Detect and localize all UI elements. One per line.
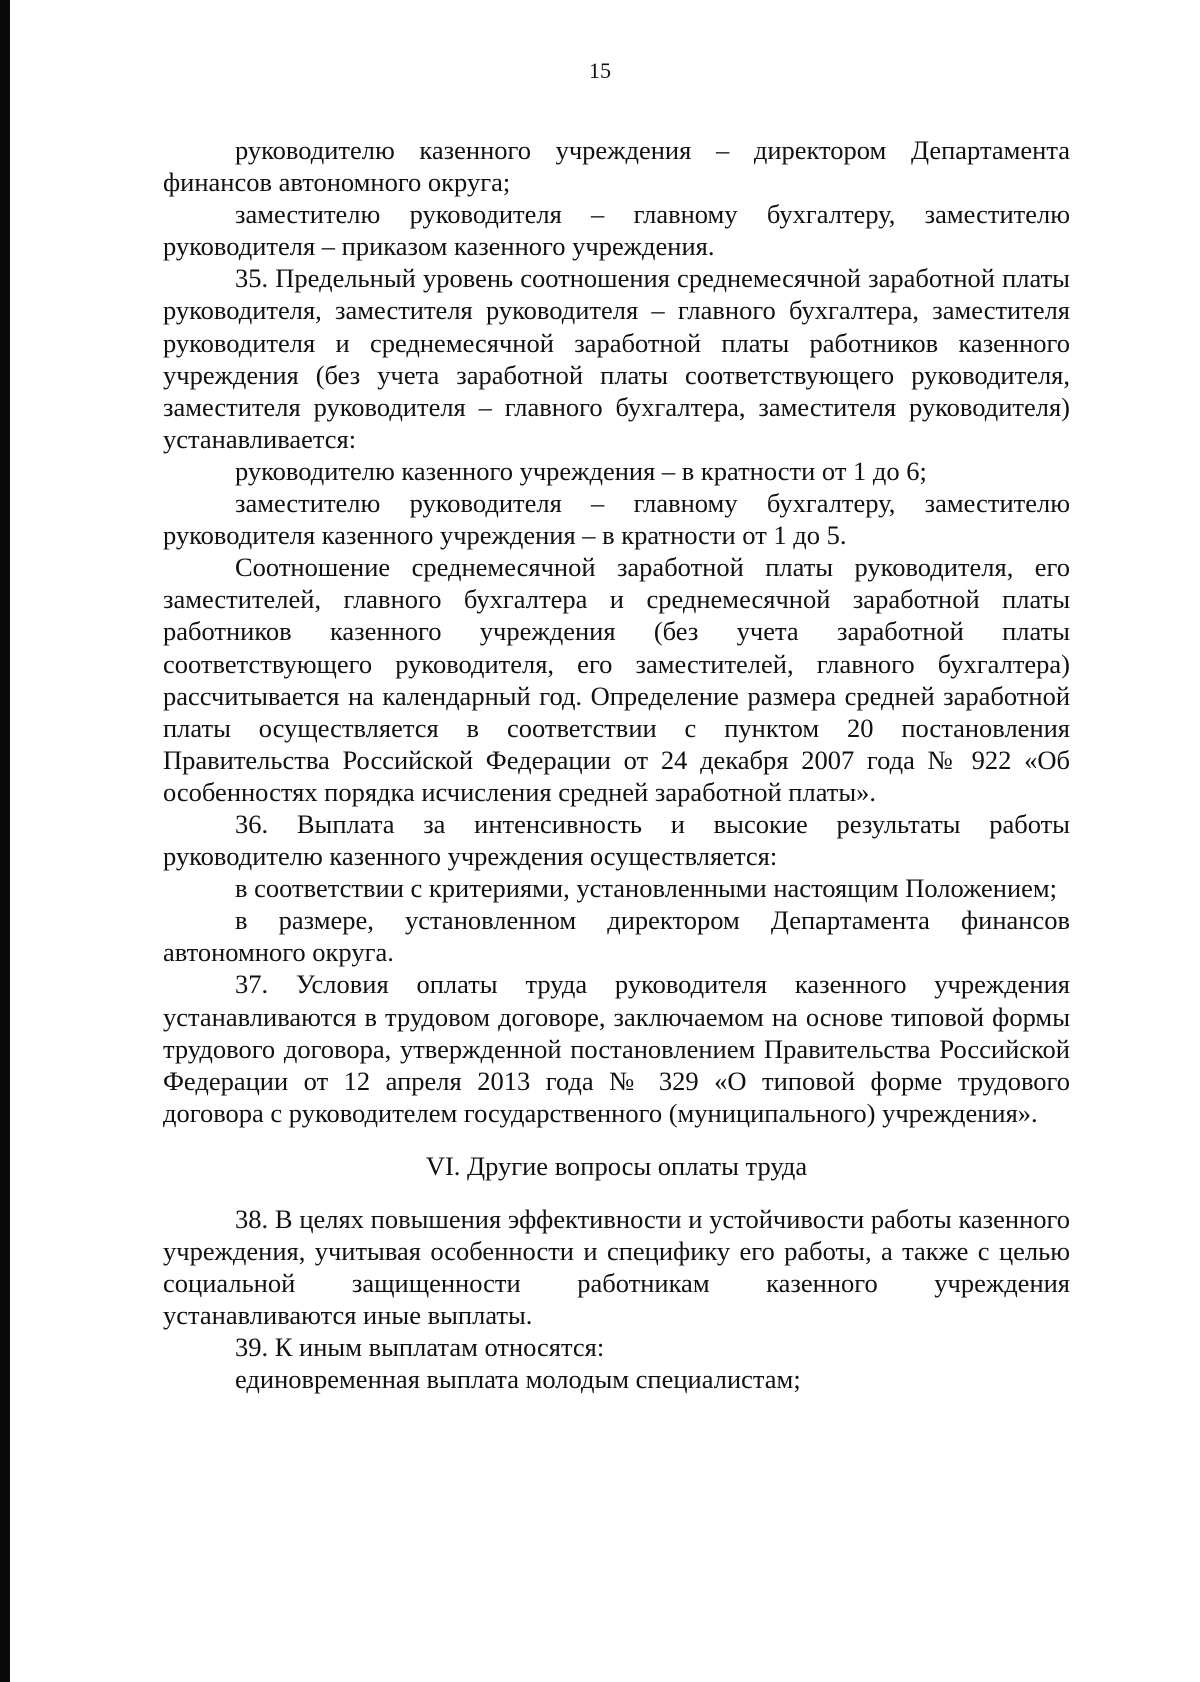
- section-heading: VI. Другие вопросы оплаты труда: [425, 1150, 808, 1181]
- paragraph-clause-38: 38. В целях повышения эффективности и устойчивости работы казенного учреждения, учитывая особенности и специфику его работы, а также с целью социальной защищенности работникам казенного учреждения устанавливаются иные выплаты.: [163, 1204, 1070, 1331]
- paragraph: в соответствии с критериями, установленными настоящим Положением;: [235, 873, 1058, 904]
- paragraph: заместителю руководителя – главному бухгалтеру, заместителю руководителя – приказом казенного учреждения.: [163, 199, 1070, 262]
- page-number: 15: [589, 58, 611, 83]
- paragraph-clause-37: 37. Условия оплаты труда руководителя казенного учреждения устанавливаются в трудовом договоре, заключаемом на основе типовой формы трудового договора, утвержденной постановлением Правительства Российской Федерации от 12 апреля 2013 года № 329 «О типовой форме трудового договора с руководителем государственного (муниципального) учреждения».: [163, 969, 1070, 1128]
- scan-edge: [0, 0, 10, 1682]
- paragraph-clause-36: 36. Выплата за интенсивность и высокие результаты работы руководителю казенного учреждения осуществляется:: [163, 808, 1070, 872]
- paragraph: руководителю казенного учреждения – директором Департамента финансов автономного округа;: [163, 135, 1070, 198]
- paragraph: руководителю казенного учреждения – в кратности от 1 до 6;: [235, 455, 927, 486]
- paragraph: в размере, установленном директором Департамента финансов автономного округа.: [163, 905, 1070, 968]
- paragraph: заместителю руководителя – главному бухгалтеру, заместителю руководителя казенного учреждения – в кратности от 1 до 5.: [163, 488, 1070, 551]
- document-body: [163, 134, 1070, 1396]
- paragraph: единовременная выплата молодым специалистам;: [235, 1364, 801, 1395]
- paragraph-clause-35: 35. Предельный уровень соотношения среднемесячной заработной платы руководителя, заместителя руководителя – главного бухгалтера, заместителя руководителя и среднемесячной заработной платы работников казенного учреждения (без учета заработной платы соответствующего руководителя, заместителя руководителя – главного бухгалтера, заместителя руководителя) устанавливается:: [163, 263, 1070, 454]
- paragraph-clause-39: 39. К иным выплатам относятся:: [235, 1332, 605, 1363]
- paragraph: Соотношение среднемесячной заработной платы руководителя, его заместителей, главного бухгалтера и среднемесячной заработной платы работников казенного учреждения (без учета заработной платы соответствующего руководителя, его заместителей, главного бухгалтера) рассчитывается на календарный год. Определение размера средней заработной платы осуществляется в соответствии с пунктом 20 постановления Правительства Российской Федерации от 24 декабря 2007 года № 922 «Об особенностях порядка исчисления средней заработной платы».: [163, 552, 1070, 807]
